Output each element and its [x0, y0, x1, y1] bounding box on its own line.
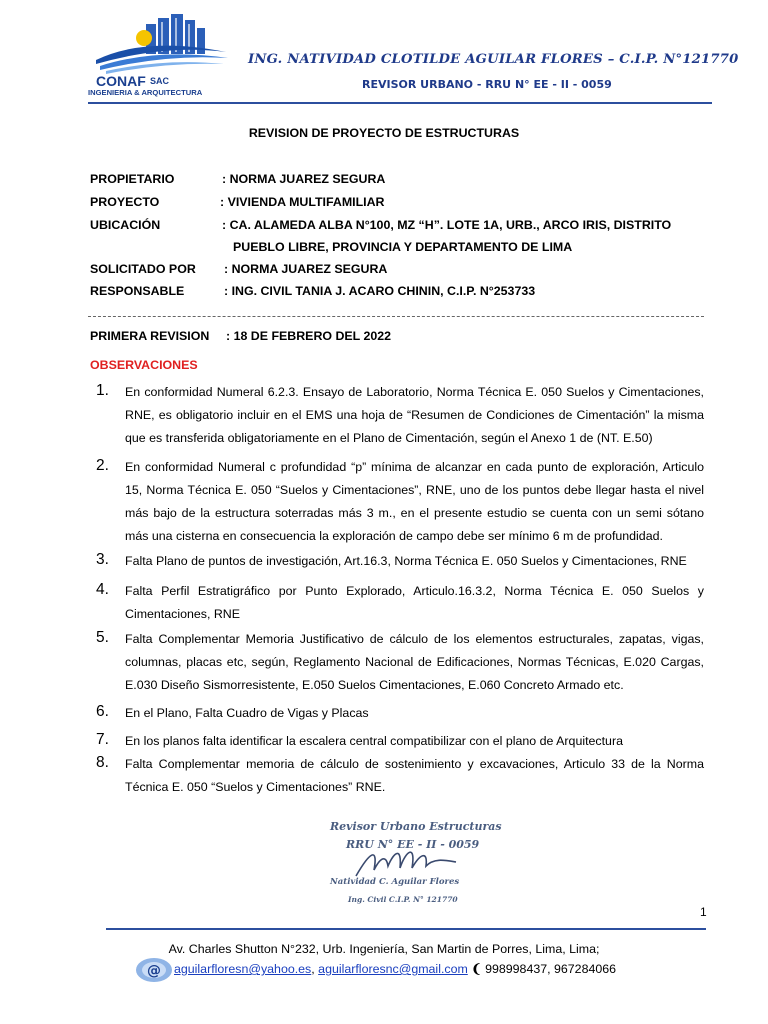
field-label: SOLICITADO POR	[90, 262, 196, 276]
email-link-yahoo[interactable]: aguilarfloresn@yahoo.es	[174, 962, 312, 976]
observation-number: 7.	[96, 731, 109, 748]
observation-number: 8.	[96, 754, 109, 771]
document-title: REVISION DE PROYECTO DE ESTRUCTURAS	[248, 126, 520, 140]
observation-text: Falta Perfil Estratigráfico por Punto Explorado, Articulo.16.3.2, Norma Técnica E. 050 Suelos y Cimentaciones, RNE	[125, 584, 704, 621]
stamp-line-1: Revisor Urbano Estructuras	[330, 820, 502, 833]
page-number: 1	[700, 905, 707, 919]
footer-divider	[106, 928, 706, 930]
stamp-line-2: RRU N° EE - II - 0059	[346, 838, 480, 851]
phone-numbers: 998998437, 967284066	[485, 962, 617, 976]
field-value: : NORMA JUAREZ SEGURA	[222, 172, 386, 186]
observation-text: En el Plano, Falta Cuadro de Vigas y Placas	[125, 706, 369, 720]
observation-text: En conformidad Numeral c profundidad “p” mínima de alcanzar en cada punto de exploración, Articulo 15, Norma Técnica E. 050 “Suelos y Cimentaciones”, RNE, uno de los puntos debe llegar hasta el nivel más bajo de la estructura soterradas más 3 m., en el presente estudio se cuenta con un semi sótano más una cisterna en consecuencia la exploración de campo debe ser mínimo 6 m de profundidad.	[125, 460, 704, 543]
logo-text: CONAF	[96, 73, 146, 89]
engineer-name: ING. NATIVIDAD CLOTILDE AGUILAR FLORES – C.I.P. N°121770	[248, 52, 739, 67]
field-label: UBICACIÓN	[90, 218, 161, 232]
observations-title: OBSERVACIONES	[90, 358, 198, 372]
field-value-continued: PUEBLO LIBRE, PROVINCIA Y DEPARTAMENTO DE LIMA	[233, 240, 573, 254]
observation-text: En los planos falta identificar la escalera central compatibilizar con el plano de Arquitectura	[125, 734, 623, 748]
observation-number: 4.	[96, 581, 109, 598]
field-label: RESPONSABLE	[90, 284, 185, 298]
company-logo	[86, 14, 236, 98]
stamp-line-3: Natividad C. Aguilar Flores	[330, 877, 460, 887]
email-link-gmail[interactable]: aguilarfloresnc@gmail.com	[318, 962, 468, 976]
stamp-line-4: Ing. Civil C.I.P. N° 121770	[348, 895, 458, 904]
observation-number: 5.	[96, 629, 109, 646]
observation-text: Falta Complementar memoria de cálculo de sostenimiento y excavaciones, Articulo 33 de la Norma Técnica E. 050 “Suelos y Cimentaciones” RNE.	[125, 757, 704, 794]
observation-number: 1.	[96, 382, 109, 399]
observation-number: 3.	[96, 551, 109, 568]
observation-number: 6.	[96, 703, 109, 720]
section-divider	[88, 316, 704, 317]
header-divider	[88, 102, 712, 104]
field-value: : ING. CIVIL TANIA J. ACARO CHININ, C.I.P. N°253733	[224, 284, 536, 298]
signature-stamp	[316, 810, 506, 920]
observation-text: Falta Complementar Memoria Justificativo de cálculo de los elementos estructurales, zapatas, vigas, columnas, placas etc, según, Reglamento Nacional de Edificaciones, Normas Técnicas, E.020 Cargas, E.030 Diseño Sismorresistente, E.050 Suelos Cimentaciones, E.060 Concreto Armado etc.	[125, 632, 704, 692]
field-value: : NORMA JUAREZ SEGURA	[224, 262, 388, 276]
footer-contact	[140, 961, 616, 976]
phone-icon: ❨	[471, 962, 482, 976]
email-separator: ,	[311, 962, 315, 976]
field-label: PROYECTO	[90, 195, 160, 209]
observation-text: En conformidad Numeral 6.2.3. Ensayo de Laboratorio, Norma Técnica E. 050 Suelos y Cimentaciones, RNE, es obligatorio incluir en el EMS una hoja de “Resumen de Condiciones de Cimentación” la misma que es transferida obligatoriamente en el Plano de Cimentación, según el Anexo 1 de (NT. E.50)	[125, 385, 704, 445]
field-value: : CA. ALAMEDA ALBA N°100, MZ “H”. LOTE 1A, URB., ARCO IRIS, DISTRITO	[222, 218, 672, 232]
svg-text:@: @	[147, 963, 161, 979]
logo-subtitle: INGENIERIA & ARQUITECTURA	[88, 88, 203, 97]
field-label: PRIMERA REVISION	[90, 329, 210, 343]
field-value: : 18 DE FEBRERO DEL 2022	[226, 329, 392, 343]
footer-address: Av. Charles Shutton N°232, Urb. Ingeniería, San Martin de Porres, Lima, Lima;	[168, 942, 600, 956]
field-label: PROPIETARIO	[90, 172, 175, 186]
reviewer-registration: REVISOR URBANO - RRU N° EE - II - 0059	[362, 78, 612, 91]
handwritten-signature	[356, 852, 456, 876]
observation-number: 2.	[96, 457, 109, 474]
field-value: : VIVIENDA MULTIFAMILIAR	[220, 195, 385, 209]
logo-sac: SAC	[150, 76, 170, 86]
observation-text: Falta Plano de puntos de investigación, Art.16.3, Norma Técnica E. 050 Suelos y Cimentaciones, RNE	[125, 554, 687, 568]
